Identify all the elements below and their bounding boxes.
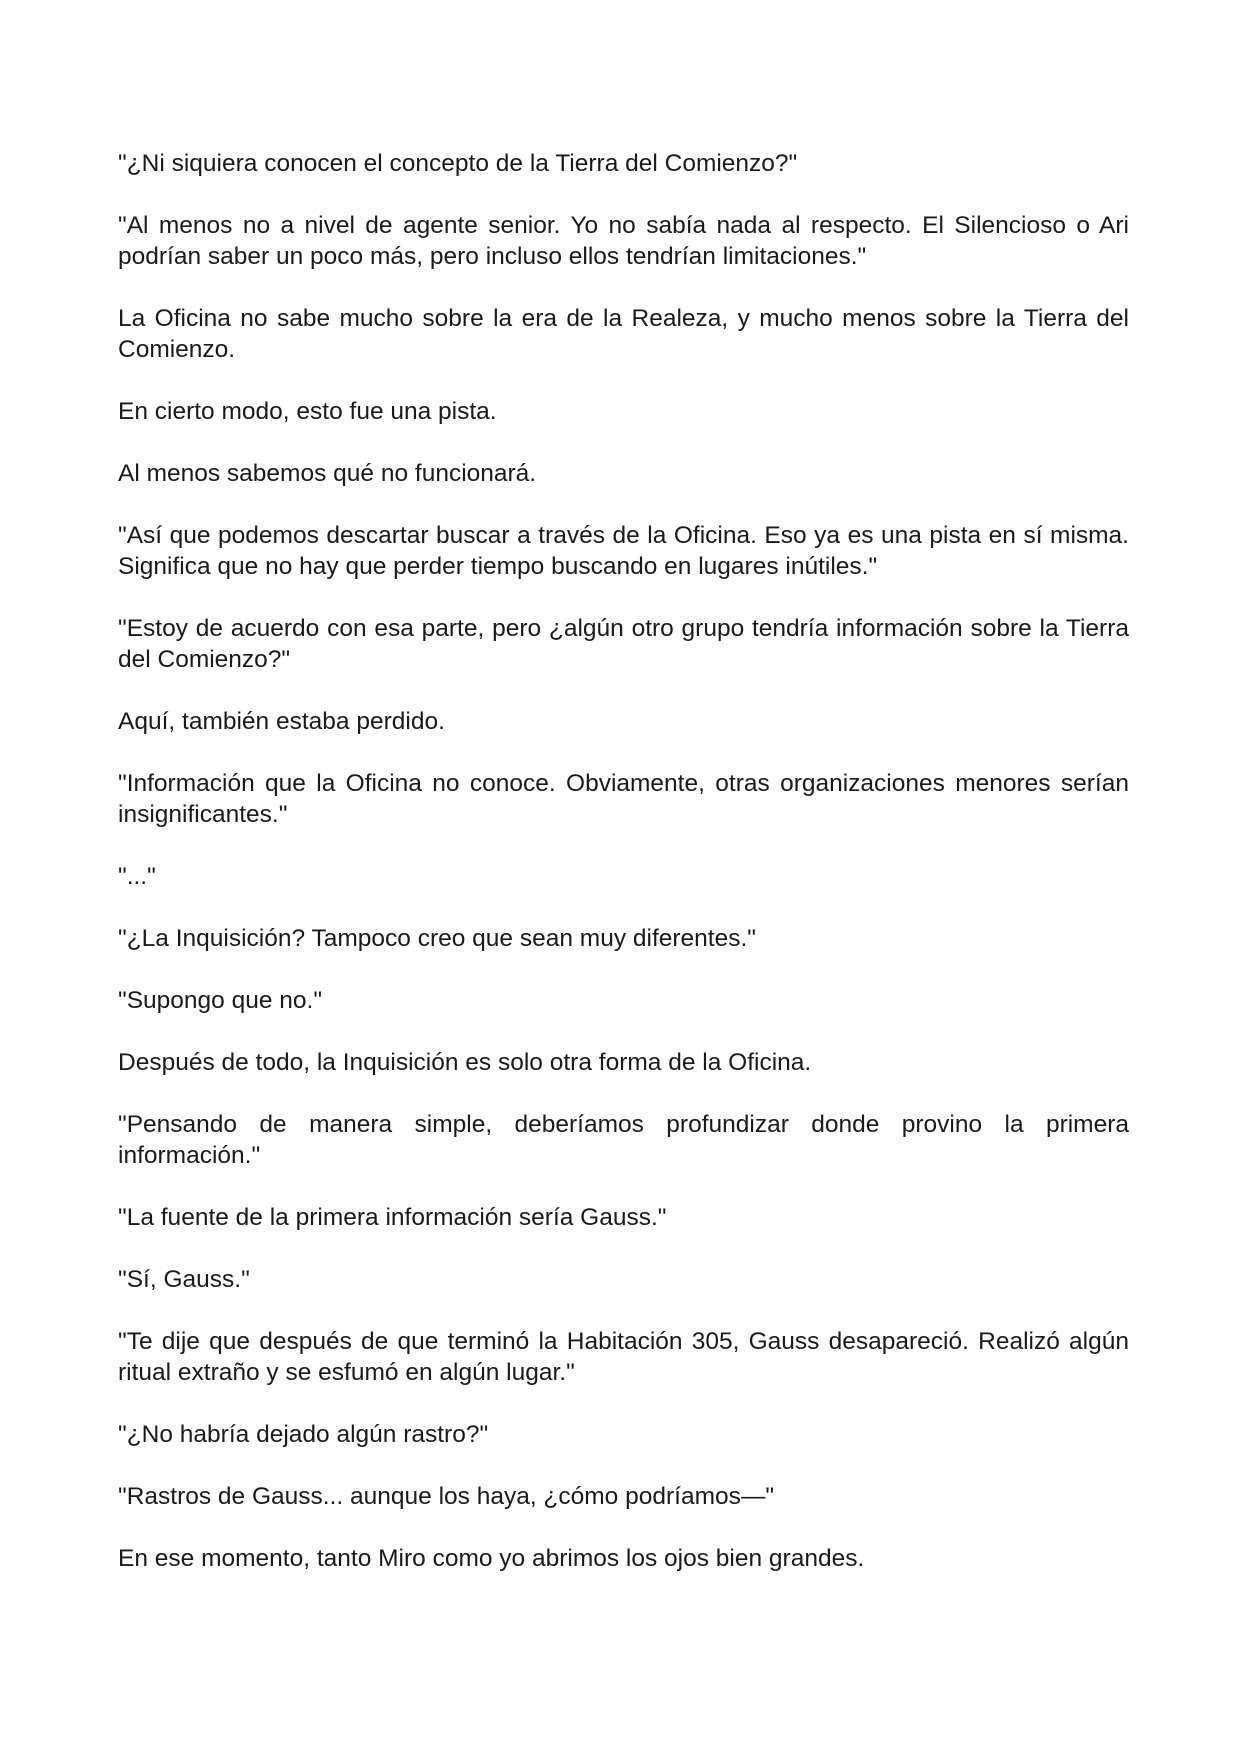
paragraph: "Rastros de Gauss... aunque los haya, ¿cómo podríamos—" [118,1483,775,1510]
paragraph: En ese momento, tanto Miro como yo abrimos los ojos bien grandes. [118,1545,865,1572]
paragraph: "..." [118,863,156,890]
paragraph: "Te dije que después de que terminó la Habitación 305, Gauss desapareció. Realizó algún ritual extraño y se esfumó en algún lugar." [118,1328,1129,1386]
paragraph: "¿Ni siquiera conocen el concepto de la Tierra del Comienzo?" [118,150,798,177]
paragraph: "Pensando de manera simple, deberíamos profundizar donde provino la primera información." [118,1111,1129,1169]
paragraph: "Al menos no a nivel de agente senior. Yo no sabía nada al respecto. El Silencioso o Ari podrían saber un poco más, pero incluso ellos tendrían limitaciones." [118,212,1129,270]
paragraph: "Información que la Oficina no conoce. Obviamente, otras organizaciones menores serían insignificantes." [118,770,1129,828]
paragraph: "Sí, Gauss." [118,1266,250,1293]
paragraph: Aquí, también estaba perdido. [118,708,445,735]
paragraph: "¿No habría dejado algún rastro?" [118,1421,489,1448]
paragraph: "Así que podemos descartar buscar a través de la Oficina. Eso ya es una pista en sí misma. Significa que no hay que perder tiempo buscando en lugares inútiles." [118,522,1129,580]
document-page [118,148,1129,1574]
paragraph: "La fuente de la primera información sería Gauss." [118,1204,667,1231]
paragraph: La Oficina no sabe mucho sobre la era de la Realeza, y mucho menos sobre la Tierra del Comienzo. [118,305,1129,363]
paragraph: En cierto modo, esto fue una pista. [118,398,497,425]
paragraph: "Supongo que no." [118,987,323,1014]
paragraph: Después de todo, la Inquisición es solo otra forma de la Oficina. [118,1049,812,1076]
paragraph: "Estoy de acuerdo con esa parte, pero ¿algún otro grupo tendría información sobre la Tierra del Comienzo?" [118,615,1129,673]
paragraph: "¿La Inquisición? Tampoco creo que sean muy diferentes." [118,925,756,952]
paragraph: Al menos sabemos qué no funcionará. [118,460,537,487]
